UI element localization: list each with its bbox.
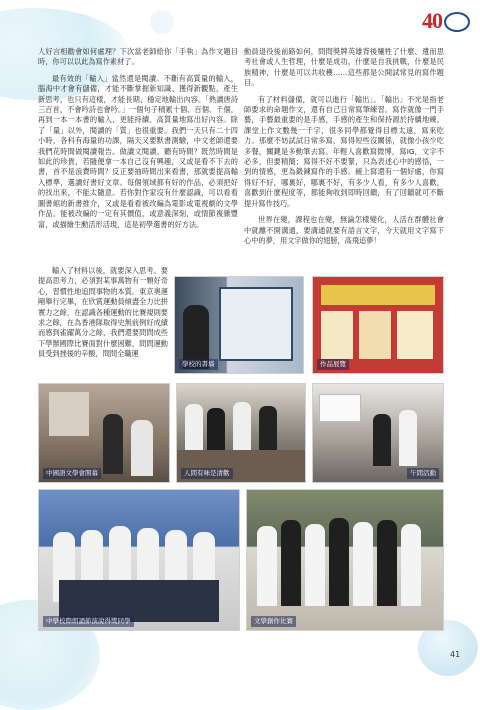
paragraph: 人好言相勸會如何處理？下次當老師給你「手執」為作文題目時，你可以以此為寫作素材了。 xyxy=(38,47,238,67)
photo-caption: 學校的書墻 xyxy=(179,359,218,370)
photo-caption: 午間活動 xyxy=(407,468,439,479)
logo-ring-icon xyxy=(444,12,470,32)
photo-lunchtime-activity xyxy=(312,383,444,483)
paragraph: 最有效的「輸入」當然還是閱讀。不斷有高質量的輸入，腦海中才會有儲備，才能不斷掌握新知識、獲得新觀點，產生新思考，也只有這樣，才能長期、穩定地輸出內容。「熟讀唐詩三百首，不會吟詩也會吟。」一個句子積累十個、百個、千個，再到一本一本書的輸入，更能持續、高質量地寫出好內容。除了「量」以外，閱讀的「質」也很重要。我們一天只有二十四小時，各科有海量的功課，隔天又要默書測驗，中文老師還要我們花時間做閱讀報告。做讀文閱讀、聽有時間？既然時間是如此的珍貴，若隨便拿一本自己沒有興趣，又或是看不下去的書，首不是浪費時間？反正要抽時間出來看書，那就要提高輸入標準，選讀好書好文章。每個領域都有好的作品，必須把好的找出來，不能太隨意。若你對作家沒有什麼認識，可以看看圖書館的新書推介，又或是看看被改編為電影或電視劇的文學作品。能被改編的一定有其價值，或意義深刻，或情節複雜豐富，或描繪生動活形活現，這是初學選書的好方法。 xyxy=(38,73,238,229)
page-number: 41 xyxy=(450,650,461,659)
decor-bubble xyxy=(150,10,174,34)
photo-caption: 作品展覽 xyxy=(317,359,349,370)
logo-number: 40 xyxy=(422,8,442,33)
paragraph: 輸入了材料以後，就要深入思考。要提高思考力，必須對某事萬物有一顆好奇心，習慣性地追問事物的本質。東京奧運剛舉行完畢，在欣賞運動員傾盡全力比拼實力之餘，在認識各種運動的比賽規則要求之餘，在為香港隊取得史無前例好成績而感到雀躍萬分之餘，我們還要問問成些下學辦國際比賽面對什麼困難，問問運動員受到挫後的辛酸，問問全職運 xyxy=(38,266,168,359)
article-column-left xyxy=(38,47,238,236)
anniversary-logo xyxy=(422,8,470,38)
photo-students-table xyxy=(176,383,306,483)
paragraph: 世界在變，課程也在變，無論怎樣變化，人活在群體社會中就離不開溝通，要溝通就要有語言文字，今天就用文字寫下心中的夢，用文字做你的翅膀，高飛追夢！ xyxy=(244,215,444,245)
article-column-left-lower xyxy=(38,266,168,366)
article-column-right xyxy=(244,47,444,252)
photo-creative-writing xyxy=(246,489,444,631)
photo-caption: 中學校際朗誦節演說得獎同學 xyxy=(43,616,134,627)
paragraph: 有了材料儲備，就可以進行「輸出」。「輸出」不光是指老師要求的命題作文，還有自己日常寫筆練習。寫作就像一門手藝，手藝最重要的是手感，手感的產生和保持源於持續地練。課堂上作文數幾一千字，很多同學都覺得目標太遠，寫來吃力。那麼不妨試試日常多寫，寫得短些沒關係，就像小孩少吃多餐，關鍵是多動筆去寫。年輕人喜歡寫微博，寫IG，文字不必多，但要精簡；寫得不好不要緊，只為表述心中的感悟，一到的情感，更為鍛鍊寫作的手感。緩上寫還有一個好處，你寫得好不好，哪裏好，哪裏不好，有多少人看，有多少人喜歡，喜歡到什麼程度等，都能夠收到即時回饋，有了回饋就可不斷提升寫作技巧。 xyxy=(244,94,444,208)
paragraph: 動員退役後前路如何，問問獎牌英雄背後犧牲了什麼、遺而思考社會或人生哲理，什麼是成功，什麼是自我挑戰，什麼是民族精神，什麼是可以共收穫……這些都是公開試常見的寫作題目。 xyxy=(244,47,444,88)
photo-caption: 文學創作比賽 xyxy=(251,616,296,627)
photo-society-opening xyxy=(38,383,170,483)
photo-caption: 中國語文學會開幕 xyxy=(43,468,101,479)
photo-book-wall xyxy=(174,276,304,374)
photo-speech-winners xyxy=(38,489,240,631)
photo-exhibition xyxy=(312,276,444,374)
photo-caption: 人間有味是清歡 xyxy=(181,468,233,479)
